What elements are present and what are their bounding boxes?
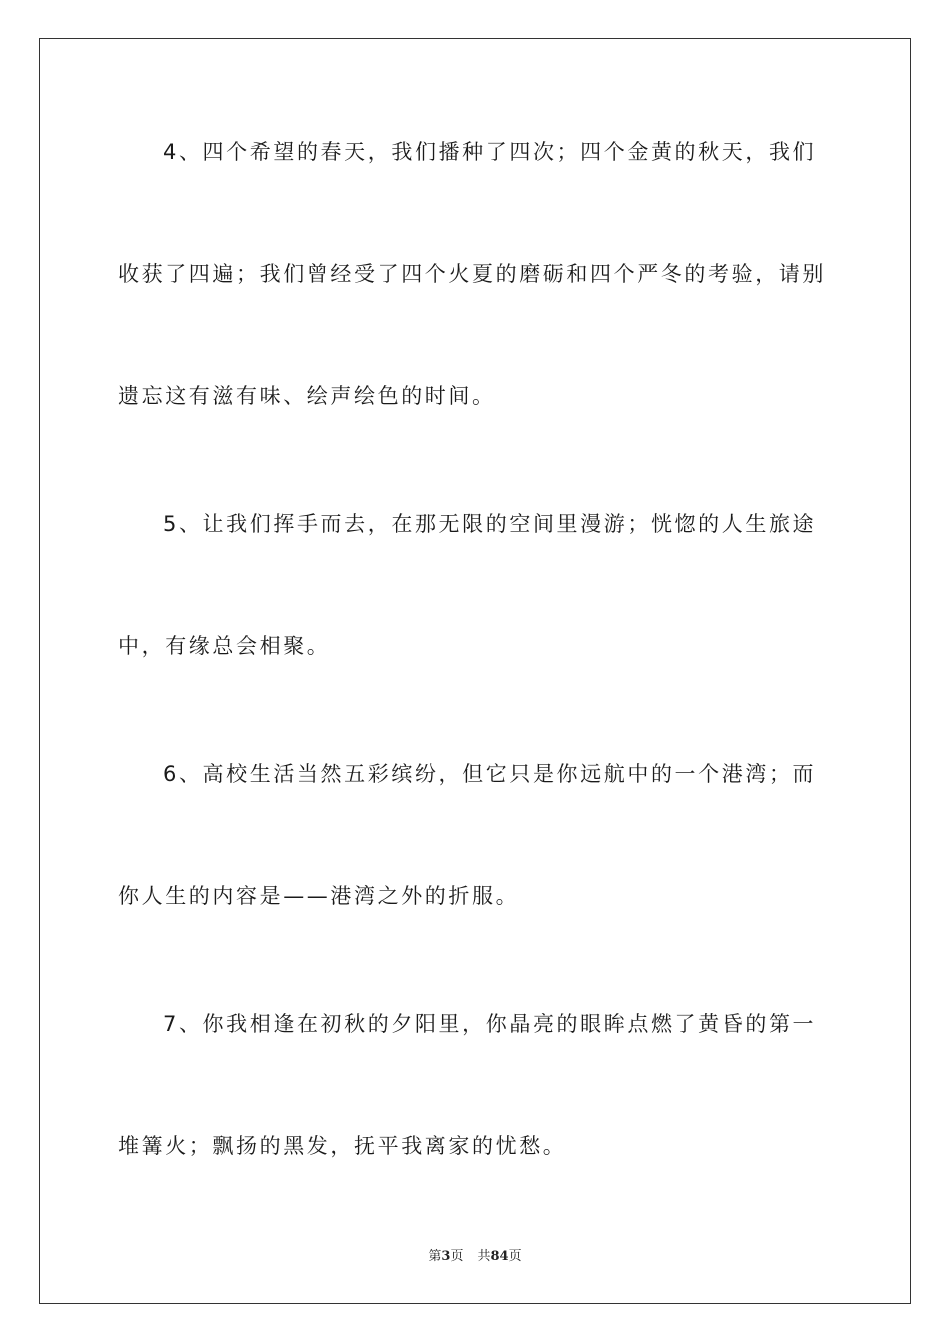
paragraph-5-line-2: 中，有缘总会相聚。: [118, 634, 331, 658]
page-prefix: 第: [428, 1249, 442, 1264]
paragraph-6-line-2: 你人生的内容是——港湾之外的折服。: [118, 884, 520, 908]
paragraph-4-line-2: 收获了四遍；我们曾经受了四个火夏的磨砺和四个严冬的考验，请别: [118, 262, 826, 286]
paragraph-7-line-1: 7、你我相逢在初秋的夕阳里，你晶亮的眼眸点燃了黄昏的第一: [163, 1012, 817, 1036]
total-prefix: 共: [477, 1249, 491, 1264]
page-suffix: 页: [450, 1249, 464, 1264]
paragraph-5-line-1: 5、让我们挥手而去，在那无限的空间里漫游；恍惚的人生旅途: [163, 512, 817, 536]
paragraph-4-line-3: 遗忘这有滋有味、绘声绘色的时间。: [118, 384, 496, 408]
page-footer: [0, 1247, 950, 1267]
paragraph-7-line-2: 堆篝火；飘扬的黑发，抚平我离家的忧愁。: [118, 1134, 567, 1158]
page-border: [39, 38, 911, 1304]
paragraph-6-line-1: 6、高校生活当然五彩缤纷，但它只是你远航中的一个港湾；而: [163, 762, 817, 786]
page-number: 3: [441, 1249, 451, 1264]
total-suffix: 页: [508, 1249, 522, 1264]
paragraph-4-line-1: 4、四个希望的春天，我们播种了四次；四个金黄的秋天，我们: [163, 140, 817, 164]
total-pages: 84: [490, 1249, 509, 1264]
